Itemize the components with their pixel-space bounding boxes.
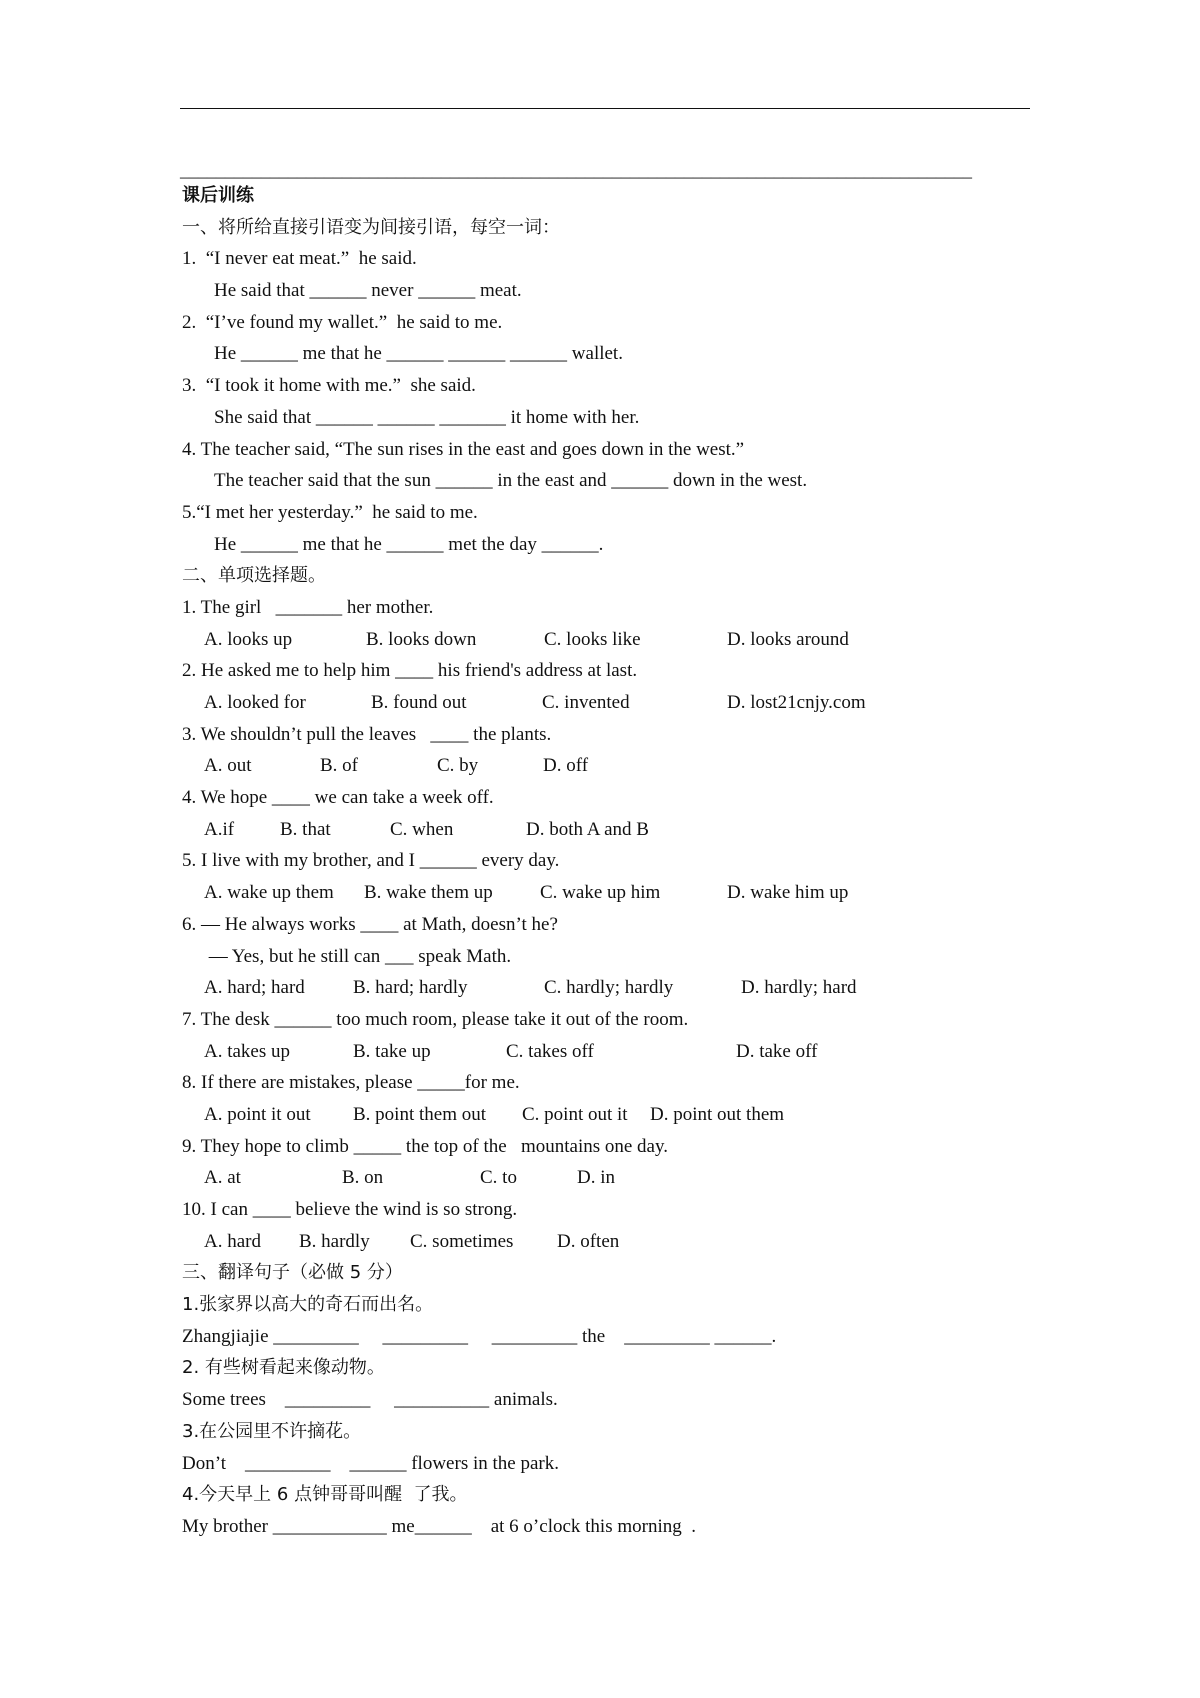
s3-en1: Zhangjiajie _________ _________ _________ the _________ ______.: [182, 1325, 777, 1347]
s3-en3: Don’t _________ ______ flowers in the park.: [182, 1452, 559, 1474]
option-c: C. by: [437, 755, 479, 777]
s1-q4: 4. The teacher said, “The sun rises in the east and goes down in the west.”: [182, 438, 745, 460]
section3-heading: 三、翻译句子（必做 5 分）: [182, 1262, 403, 1284]
s1-q5: 5.“I met her yesterday.” he said to me.: [182, 501, 478, 523]
option-c: C. when: [390, 818, 454, 840]
option-c: C. to: [480, 1167, 517, 1189]
s2-options6: [182, 972, 1062, 1004]
s1-a4: The teacher said that the sun ______ in the east and ______ down in the west.: [214, 470, 808, 492]
s2-q7: 7. The desk ______ too much room, please take it out of the room.: [182, 1008, 689, 1030]
s1-a3: She said that ______ ______ _______ it home with her.: [214, 406, 640, 428]
s1-q1: 1. “I never eat meat.” he said.: [182, 248, 417, 270]
s2-options2: [182, 687, 1062, 719]
s2-options10: [182, 1226, 1062, 1258]
s1-q3: 3. “I took it home with me.” she said.: [182, 375, 476, 397]
option-a: A. wake up them: [204, 882, 334, 904]
option-d: D. hardly; hard: [741, 977, 857, 999]
option-b: B. found out: [371, 692, 467, 713]
option-a: A. looks up: [204, 628, 293, 650]
option-c: C. invented: [542, 692, 630, 713]
option-a: A.if: [204, 818, 235, 840]
option-b: B. of: [320, 755, 358, 777]
option-d: D. take off: [736, 1040, 818, 1062]
worksheet-title: 课后训练: [182, 185, 254, 206]
worksheet: [182, 180, 1062, 1543]
option-c: C. point out it: [522, 1103, 628, 1125]
s2-options5: [182, 877, 1062, 909]
s1-a5: He ______ me that he ______ met the day ______.: [214, 533, 604, 555]
option-b: B. point them out: [353, 1103, 486, 1125]
s3-cn1: 1.张家界以高大的奇石而出名。: [182, 1294, 434, 1316]
option-b: B. wake them up: [364, 882, 493, 904]
option-b: B. hard; hardly: [353, 977, 468, 999]
s1-a1: He said that ______ never ______ meat.: [214, 280, 522, 302]
option-b: B. take up: [353, 1040, 431, 1062]
option-a: A. at: [204, 1167, 241, 1189]
s2-options1: [182, 624, 1062, 656]
option-a: A. out: [204, 755, 252, 777]
option-d: D. often: [557, 1230, 620, 1252]
s1-a2: He ______ me that he ______ ______ ______ wallet.: [214, 343, 623, 365]
s2-q1: 1. The girl _______ her mother.: [182, 596, 434, 618]
s2-options8: [182, 1099, 1062, 1131]
s2-options9: [182, 1162, 1062, 1194]
s2-q10: 10. I can ____ believe the wind is so strong.: [182, 1199, 518, 1220]
s2-q6: 6. — He always works ____ at Math, doesn’t he?: [182, 913, 558, 935]
option-a: A. point it out: [204, 1103, 311, 1125]
option-c: C. takes off: [506, 1040, 594, 1062]
header-rule: [180, 108, 1030, 109]
option-a: A. looked for: [204, 692, 306, 713]
s3-cn2: 2. 有些树看起来像动物。: [182, 1357, 385, 1379]
s2-q8: 8. If there are mistakes, please _____for me.: [182, 1072, 520, 1094]
s2-q6-reply: — Yes, but he still can ___ speak Math.: [204, 945, 512, 967]
s2-options3: [182, 750, 1062, 782]
s2-q9: 9. They hope to climb _____ the top of the mountains one day.: [182, 1135, 669, 1157]
s3-cn3: 3.在公园里不许摘花。: [182, 1420, 362, 1442]
option-d: D. looks around: [727, 628, 849, 650]
s2-options4: [182, 814, 1062, 846]
s2-q3: 3. We shouldn’t pull the leaves ____ the plants.: [182, 723, 552, 745]
option-d: D. in: [577, 1167, 615, 1189]
section1-heading: 一、将所给直接引语变为间接引语，每空一词：: [182, 216, 560, 238]
option-d: D. both A and B: [526, 818, 649, 840]
option-b: B. hardly: [299, 1230, 370, 1252]
option-b: B. looks down: [366, 628, 477, 650]
option-c: C. looks like: [544, 628, 641, 650]
option-d: D. lost21cnjy.com: [727, 692, 866, 713]
option-a: A. takes up: [204, 1040, 291, 1062]
s2-q4: 4. We hope ____ we can take a week off.: [182, 787, 494, 809]
option-d: D. point out them: [650, 1103, 785, 1125]
option-c: C. wake up him: [540, 882, 661, 904]
header-blank-line: ________________________________________________________________________________________: [180, 160, 972, 180]
s3-en2: Some trees _________ __________ animals.: [182, 1389, 558, 1411]
option-a: A. hard; hard: [204, 977, 305, 999]
s2-options7: [182, 1036, 1062, 1068]
s2-q2: 2. He asked me to help him ____ his friend's address at last.: [182, 660, 638, 682]
option-d: D. wake him up: [727, 882, 849, 904]
option-a: A. hard: [204, 1230, 261, 1252]
s3-en4: My brother ____________ me______ at 6 o’clock this morning .: [182, 1515, 696, 1537]
section2-heading: 二、单项选择题。: [182, 565, 326, 587]
option-c: C. hardly; hardly: [544, 977, 674, 999]
s3-cn4: 4.今天早上 6 点钟哥哥叫醒 了我。: [182, 1484, 468, 1506]
option-d: D. off: [543, 755, 589, 777]
s2-q5: 5. I live with my brother, and I ______ every day.: [182, 850, 560, 872]
s1-q2: 2. “I’ve found my wallet.” he said to me.: [182, 311, 503, 333]
option-b: B. that: [280, 818, 331, 840]
option-b: B. on: [342, 1167, 384, 1189]
option-c: C. sometimes: [410, 1230, 514, 1252]
